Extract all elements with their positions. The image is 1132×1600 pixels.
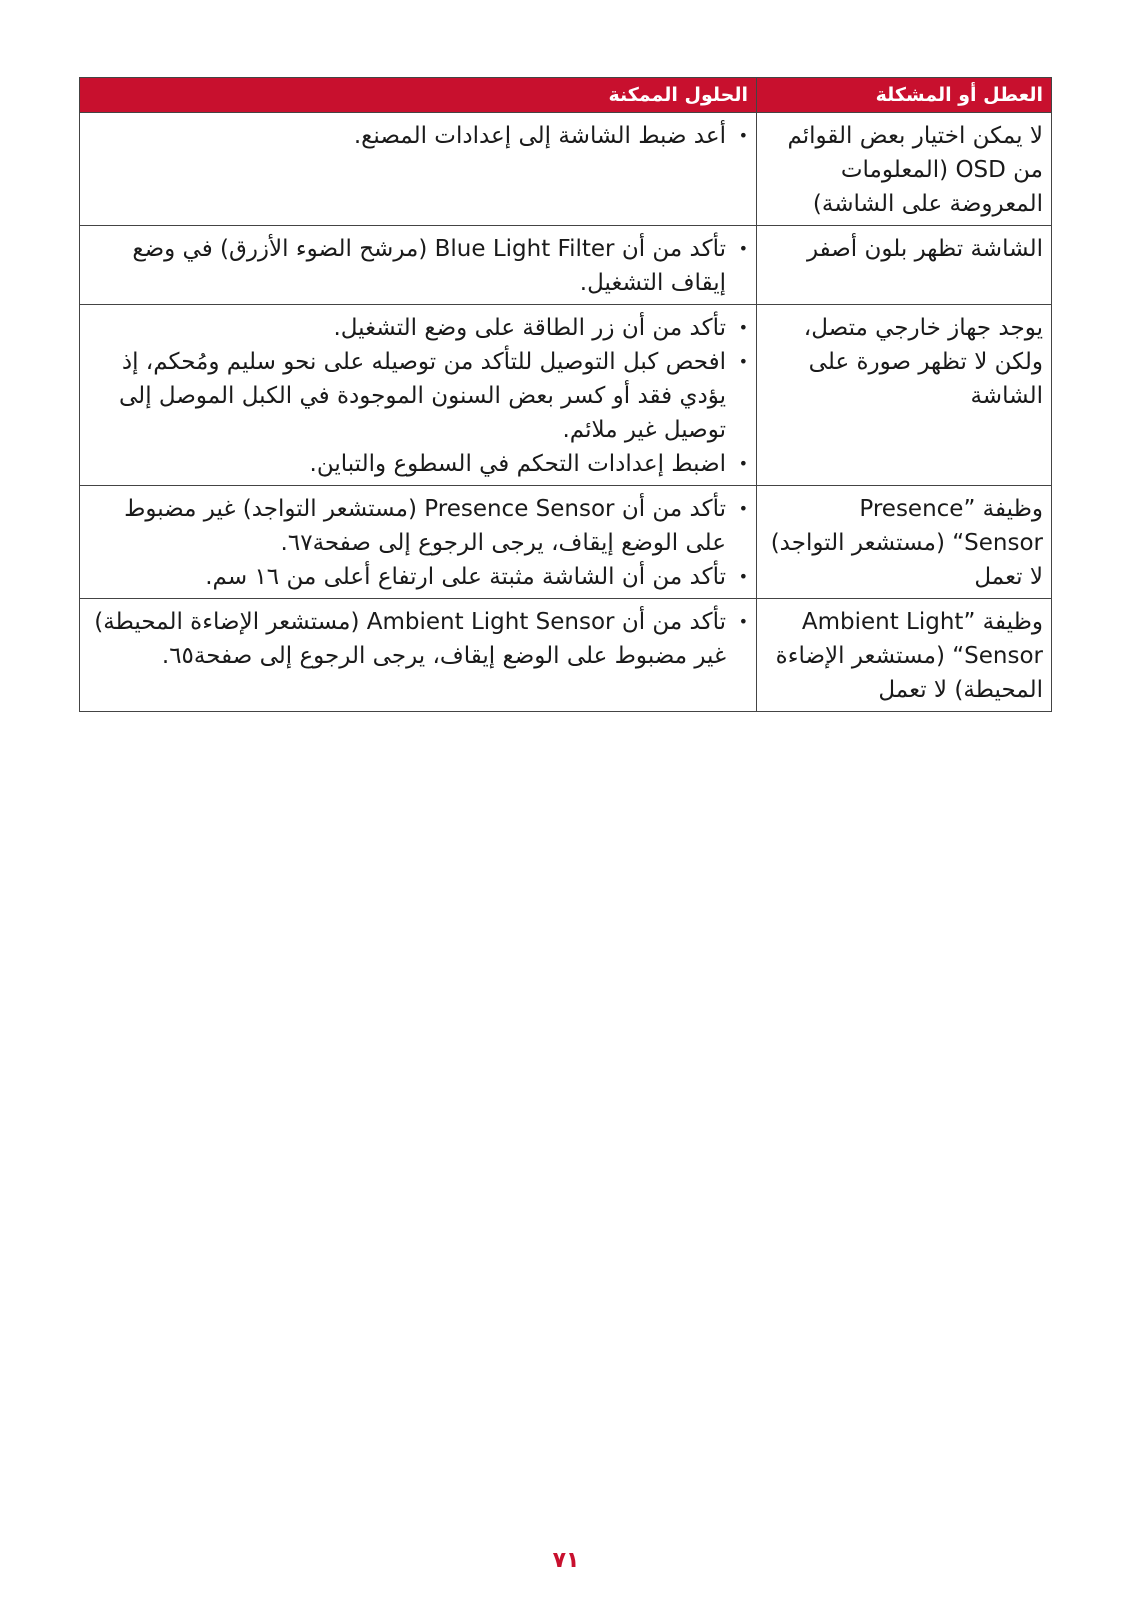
problem-text: من OSD (المعلومات	[840, 157, 1043, 183]
table-body	[80, 113, 1052, 712]
solution-text: تأكد من أن زر الطاقة على وضع التشغيل.	[333, 315, 726, 341]
problem-text: ولكن لا تظهر صورة على	[808, 349, 1043, 375]
solution-list	[88, 119, 748, 153]
solution-item	[88, 560, 748, 594]
solution-cell	[80, 305, 757, 486]
header-problem: العطل أو المشكلة	[757, 78, 1052, 113]
solution-item	[88, 605, 748, 673]
solution-list	[88, 311, 748, 481]
solution-item	[88, 119, 748, 153]
bullet-icon: •	[738, 612, 748, 631]
problem-cell	[757, 113, 1052, 226]
solution-cell	[80, 226, 757, 305]
solution-text: تأكد من أن Blue Light Filter (مرشح الضوء الأزرق) في وضع إيقاف التشغيل.	[132, 236, 726, 296]
problem-text: الشاشة تظهر بلون أصفر	[806, 236, 1043, 262]
problem-text: المعروضة على الشاشة)	[812, 191, 1043, 217]
troubleshooting-table	[79, 77, 1052, 712]
bullet-icon: •	[738, 454, 748, 473]
solution-list	[88, 605, 748, 673]
problem-text: الشاشة	[970, 383, 1043, 409]
solution-item	[88, 232, 748, 300]
solution-item	[88, 311, 748, 345]
problem-cell	[757, 486, 1052, 599]
table-header-row	[80, 78, 1052, 113]
table-row	[80, 305, 1052, 486]
solution-cell	[80, 486, 757, 599]
bullet-icon: •	[738, 126, 748, 145]
solution-text: تأكد من أن الشاشة مثبتة على ارتفاع أعلى من ١٦ سم.	[205, 564, 726, 590]
bullet-icon: •	[738, 318, 748, 337]
problem-cell	[757, 226, 1052, 305]
solution-item	[88, 345, 748, 447]
bullet-icon: •	[738, 352, 748, 371]
problem-text: Sensor“ (مستشعر التواجد)	[770, 530, 1043, 556]
solution-text: تأكد من أن Ambient Light Sensor (مستشعر الإضاءة المحيطة) غير مضبوط على الوضع إيقاف، يرجى الرجوع إلى صفحة٦٥.	[94, 609, 726, 669]
table-row	[80, 486, 1052, 599]
solution-cell	[80, 599, 757, 712]
solution-text: اضبط إعدادات التحكم في السطوع والتباين.	[309, 451, 726, 477]
table-row	[80, 113, 1052, 226]
table-row	[80, 226, 1052, 305]
solution-cell	[80, 113, 757, 226]
page-number: ٧١	[552, 1548, 580, 1573]
problem-text: المحيطة) لا تعمل	[878, 677, 1043, 703]
problem-text: لا تعمل	[974, 564, 1043, 590]
bullet-icon: •	[738, 239, 748, 258]
header-solution: الحلول الممكنة	[80, 78, 757, 113]
problem-text: يوجد جهاز خارجي متصل،	[803, 315, 1043, 341]
solution-text: تأكد من أن Presence Sensor (مستشعر التواجد) غير مضبوط على الوضع إيقاف، يرجى الرجوع إلى صفحة٦٧.	[124, 496, 726, 556]
bullet-icon: •	[738, 499, 748, 518]
problem-text: وظيفة ”Presence	[859, 496, 1043, 522]
problem-text: Sensor“ (مستشعر الإضاءة	[775, 643, 1043, 669]
solution-list	[88, 492, 748, 594]
problem-cell	[757, 599, 1052, 712]
table-row	[80, 599, 1052, 712]
solution-text: افحص كبل التوصيل للتأكد من توصيله على نحو سليم ومُحكم، إذ يؤدي فقد أو كسر بعض السنون الموجودة في الكبل الموصل إلى توصيل غير ملائم.	[119, 349, 726, 443]
bullet-icon: •	[738, 567, 748, 586]
solution-item	[88, 447, 748, 481]
solution-text: أعد ضبط الشاشة إلى إعدادات المصنع.	[353, 123, 726, 149]
solution-list	[88, 232, 748, 300]
solution-item	[88, 492, 748, 560]
problem-text: لا يمكن اختيار بعض القوائم	[787, 123, 1043, 149]
problem-text: وظيفة ”Ambient Light	[801, 609, 1043, 635]
problem-cell	[757, 305, 1052, 486]
